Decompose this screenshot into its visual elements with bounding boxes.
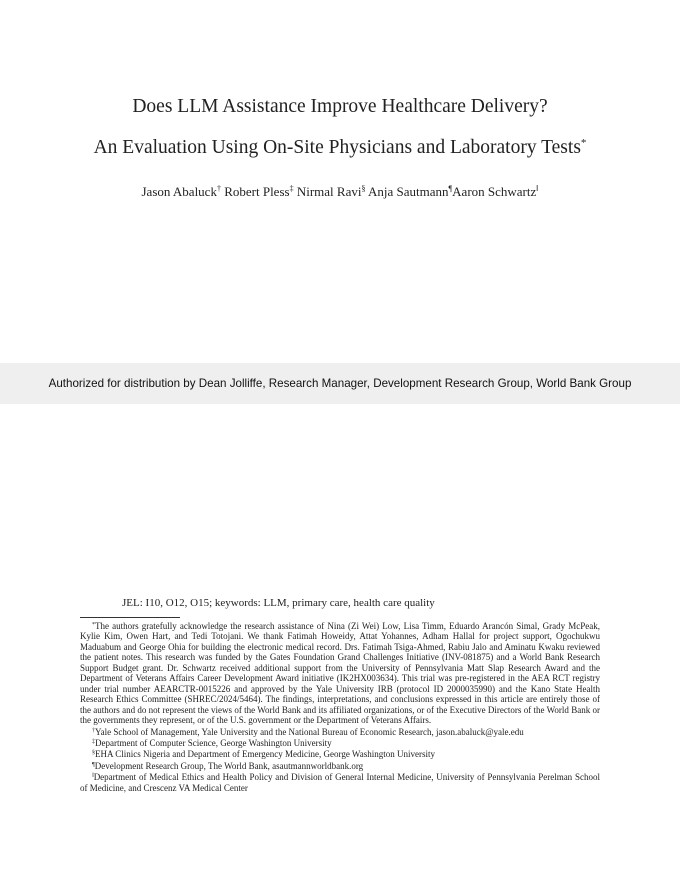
author-name: Robert Pless — [224, 184, 290, 199]
footnote-mark: * — [92, 622, 95, 628]
jel-keywords: JEL: I10, O12, O15; keywords: LLM, primary care, health care quality — [122, 597, 435, 609]
footnotes — [80, 620, 600, 793]
author-name: Nirmal Ravi — [296, 184, 362, 199]
title-footnote-mark: * — [580, 137, 587, 149]
author-mark: ‖ — [536, 184, 539, 193]
footnote-rule — [80, 617, 180, 618]
footnote-affiliation — [80, 760, 600, 771]
author-mark: ¶ — [448, 184, 453, 193]
author-mark: † — [216, 184, 221, 193]
footnote-mark: § — [92, 750, 95, 757]
footnote-mark: † — [92, 727, 95, 734]
author-mark: ‡ — [289, 184, 294, 193]
footnote-affiliation — [80, 737, 600, 748]
author-list — [0, 184, 680, 200]
footnote-affiliation — [80, 748, 600, 759]
author-name: Aaron Schwartz — [452, 184, 537, 199]
footnote-mark: ‖ — [92, 773, 94, 780]
distribution-banner — [0, 363, 680, 404]
footnote-mark: ¶ — [92, 761, 95, 768]
paper-title-line1: Does LLM Assistance Improve Healthcare Delivery? — [132, 96, 548, 117]
distribution-banner-text: Authorized for distribution by Dean Jolliffe, Research Manager, Development Research Group, World Bank Group — [48, 377, 632, 390]
author-name: Jason Abaluck — [141, 184, 217, 199]
footnote-affiliation — [80, 771, 600, 793]
author-mark: § — [361, 184, 366, 193]
footnote-text: EHA Clinics Nigeria and Department of Emergency Medicine, George Washington University — [95, 749, 435, 760]
footnote-acknowledgement — [80, 620, 600, 726]
footnote-text: The authors gratefully acknowledge the research assistance of Nina (Zi Wei) Low, Lisa Timm, Eduardo Arancón Simal, Grady McPeak, Kylie Kim, Owen Hart, and Tedi Totojani. We thank Fatimah Howeidy, Attat Yohannes, Adham Hallal for project support, Ogochukwu Maduabum and George Ohia for building the electronic medical record. Drs. Fatimah Tsiga-Ahmed, Rabiu Jalo and Aminatu Kwaku reviewed the patient notes. This research was funded by the Gates Foundation Grand Challenges Initiative (INV-081875) and a World Bank Research Support Budget grant. Dr. Schwartz received additional support from the University of Pennsylvania Matt Slap Research Award and the Department of Veterans Affairs Career Development Award initiative (IK2HX003634). This trial was pre-registered in the AEA RCT registry under trial number AEARCTR-0015226 and approved by the Yale University IRB (protocol ID 2000035990) and the Kano State Health Research Ethics Committee (SHREC/2024/5464). The findings, interpretations, and conclusions expressed in this article are entirely those of the authors and do not represent the views of the World Bank and its affiliated organizations, or of the Executive Directors of the World Bank or the governments they represent, or of the U.S. government or the Department of Veterans Affairs. — [80, 621, 600, 726]
footnote-text: Department of Medical Ethics and Health Policy and Division of General Internal Medicine, University of Pennsylvania Perelman School of Medicine, and Crescenz VA Medical Center — [80, 772, 600, 793]
paper-title-line2: An Evaluation Using On-Site Physicians and Laboratory Tests* — [93, 137, 587, 158]
footnote-text: Department of Computer Science, George Washington University — [95, 737, 332, 748]
footnote-text: Yale School of Management, Yale University and the National Bureau of Economic Research, jason.abaluck@yale.edu — [95, 726, 524, 737]
footnote-text: Development Research Group, The World Bank, asautmannworldbank.org — [94, 760, 364, 771]
author-name: Anja Sautmann — [368, 184, 449, 199]
footnote-affiliation — [80, 726, 600, 737]
footnote-mark: ‡ — [92, 738, 95, 745]
